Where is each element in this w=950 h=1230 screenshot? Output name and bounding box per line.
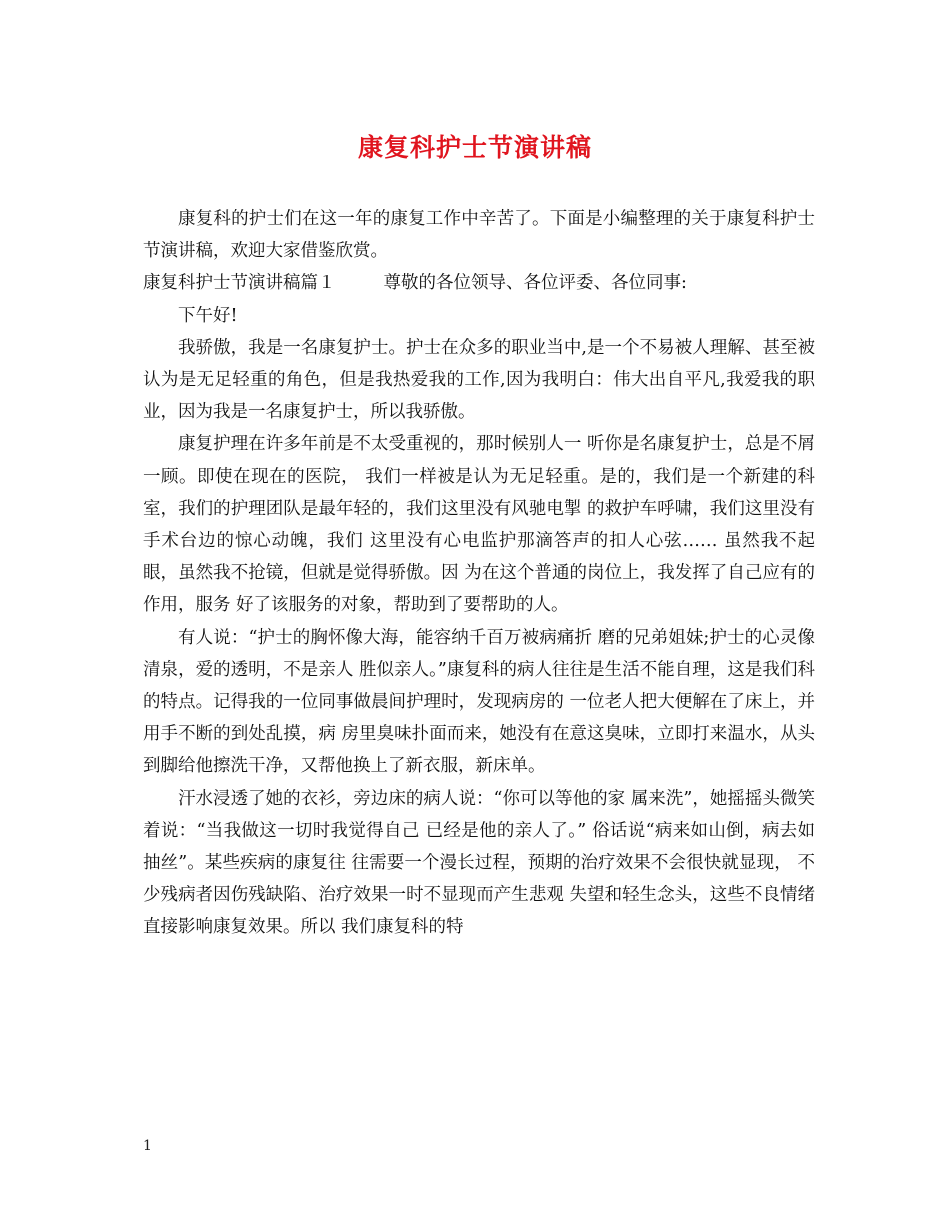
page-number: 1 (143, 1138, 152, 1154)
salutation: 尊敬的各位领导、各位评委、各位同事: (383, 273, 687, 294)
body-paragraph: 汗水浸透了她的衣衫，旁边床的病人说：“你可以等他的家 属来洗”，她摇摇头微笑着说：“当我做这一切时我觉得自己 已经是他的亲人了。” 俗话说“病来如山倒，病去如抽丝”。某些疾病的康复往 往需要一个漫长过程，预期的治疗效果不会很快就显现， 不少残病者因伤残缺陷、治疗效果一时不显现而产生悲观 失望和轻生念头，这些不良情绪直接影响康复效果。所以 我们康复科的特 (143, 788, 815, 938)
body-paragraph: 有人说：“护士的胸怀像大海，能容纳千百万被病痛折 磨的兄弟姐妹;护士的心灵像清泉，爱的透明，不是亲人 胜似亲人。”康复科的病人往往是生活不能自理，这是我们科的特点。记得我的一位同事做晨间护理时，发现病房的 一位老人把大便解在了床上，并用手不断的到处乱摸，病 房里臭味扑面而来，她没有在意这臭味，立即打来温水，从头到脚给他擦洗干净，又帮他换上了新衣服，新床单。 (143, 627, 815, 777)
section-heading-line (143, 267, 815, 299)
document-title: 康复科护士节演讲稿 (357, 133, 592, 162)
body-paragraph: 我骄傲，我是一名康复护士。护士在众多的职业当中,是一个不易被人理解、甚至被认为是无足轻重的角色，但是我热爱我的工作,因为我明白：伟大出自平凡,我爱我的职业，因为我是一名康复护士，所以我骄傲。 (143, 337, 815, 423)
intro-paragraph: 康复科的护士们在这一年的康复工作中辛苦了。下面是小编整理的关于康复科护士节演讲稿，欢迎大家借鉴欣赏。 (143, 209, 815, 262)
section-heading: 康复科护士节演讲稿篇１ (143, 273, 336, 294)
body-paragraph: 康复护理在许多年前是不太受重视的，那时候别人一 听你是名康复护士，总是不屑一顾。即使在现在的医院， 我们一样被是认为无足轻重。是的，我们是一个新建的科 室，我们的护理团队是最年轻的，我们这里没有风驰电掣 的救护车呼啸，我们这里没有手术台边的惊心动魄，我们 这里没有心电监护那滴答声的扣人心弦…… 虽然我不起眼，虽然我不抢镜，但就是觉得骄傲。因 为在这个普通的岗位上，我发挥了自己应有的作用，服务 好了该服务的对象，帮助到了要帮助的人。 (143, 434, 815, 616)
document-body (143, 203, 815, 944)
greeting: 下午好! (178, 305, 238, 326)
